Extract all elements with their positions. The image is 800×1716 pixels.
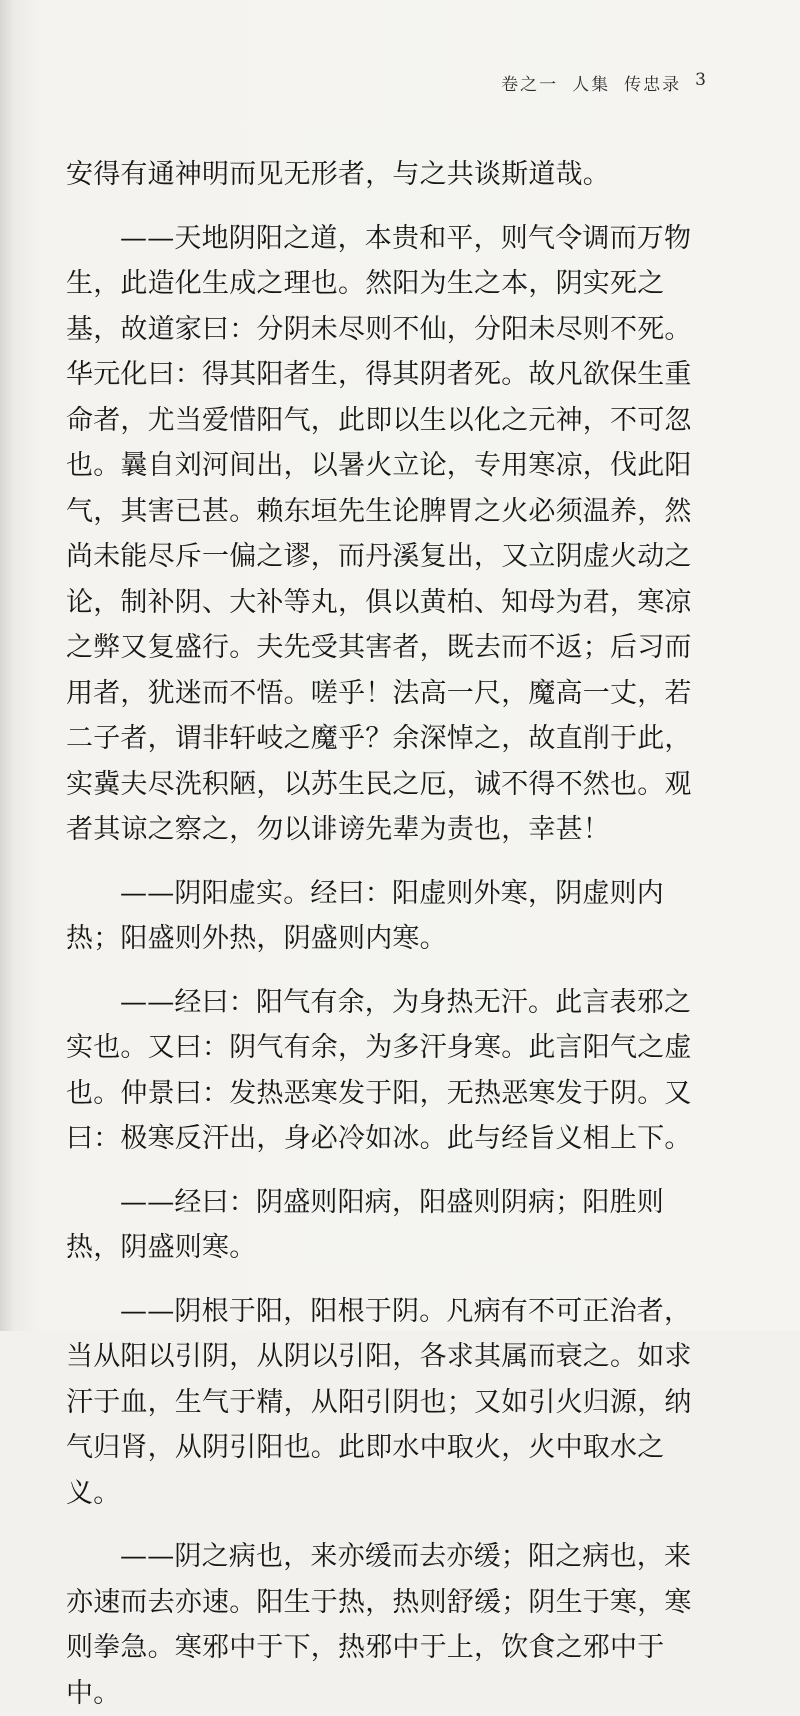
paragraph: ——天地阴阳之道，本贵和平，则气令调而万物生，此造化生成之理也。然阳为生之本，阴实死之基，故道家曰：分阴未尽则不仙，分阳未尽则不死。华元化曰：得其阳者生，得其阴者死。故凡欲保生重命者，尤当爱惜阳气，此即以生以化之元神，不可忽也。曩自刘河间出，以暑火立论，专用寒凉，伐此阳气，其害已甚。赖东垣先生论脾胃之火必须温养，然尚未能尽斥一偏之谬，而丹溪复出，又立阴虚火动之论，制补阴、大补等丸，俱以黄柏、知母为君，寒凉之弊又复盛行。夫先受其害者，既去而不返；后习而用者，犹迷而不悟。嗟乎！法高一尺，魔高一丈，若二子者，谓非轩岐之魔乎？余深悼之，故直削于此，实冀夫尽洗积陋，以苏生民之厄，诚不得不然也。观者其谅之察之，勿以诽谤先辈为责也，幸甚！ bbox=[66, 222, 692, 845]
running-header bbox=[501, 70, 708, 95]
paragraph: ——经曰：阴盛则阳病，阳盛则阴病；阳胜则热，阴盛则寒。 bbox=[66, 1186, 664, 1263]
paragraph: ——经曰：阳气有余，为身热无汗。此言表邪之实也。又曰：阴气有余，为多汗身寒。此言阳气之虚也。仲景曰：发热恶寒发于阳，无热恶寒发于阴。又曰：极寒反汗出，身必冷如冰。此与经旨义相上下。 bbox=[66, 986, 692, 1154]
paragraph: ——阴之病也，来亦缓而去亦缓；阳之病也，来亦速而去亦速。阳生于热，热则舒缓；阴生于寒，寒则拳急。寒邪中于下，热邪中于上，饮食之邪中于中。 bbox=[66, 1541, 692, 1709]
paragraph-continuation: 安得有通神明而见无形者，与之共谈斯道哉。 bbox=[66, 159, 610, 190]
body-text bbox=[66, 152, 716, 1716]
header-section: 传忠录 bbox=[624, 75, 682, 95]
header-volume: 卷之一 bbox=[501, 75, 559, 95]
paragraph: ——阴阳虚实。经曰：阳虚则外寒，阴虚则内热；阳盛则外热，阴盛则内寒。 bbox=[66, 877, 664, 954]
paragraph: ——阴根于阳，阳根于阴。凡病有不可正治者，当从阳以引阴，从阴以引阳，各求其属而衰之。如求汗于血，生气于精，从阳引阴也；又如引火归源，纳气归肾，从阴引阳也。此即水中取火，火中取水之义。 bbox=[66, 1295, 692, 1509]
page-number: 3 bbox=[695, 70, 708, 90]
header-collection: 人集 bbox=[572, 75, 611, 95]
